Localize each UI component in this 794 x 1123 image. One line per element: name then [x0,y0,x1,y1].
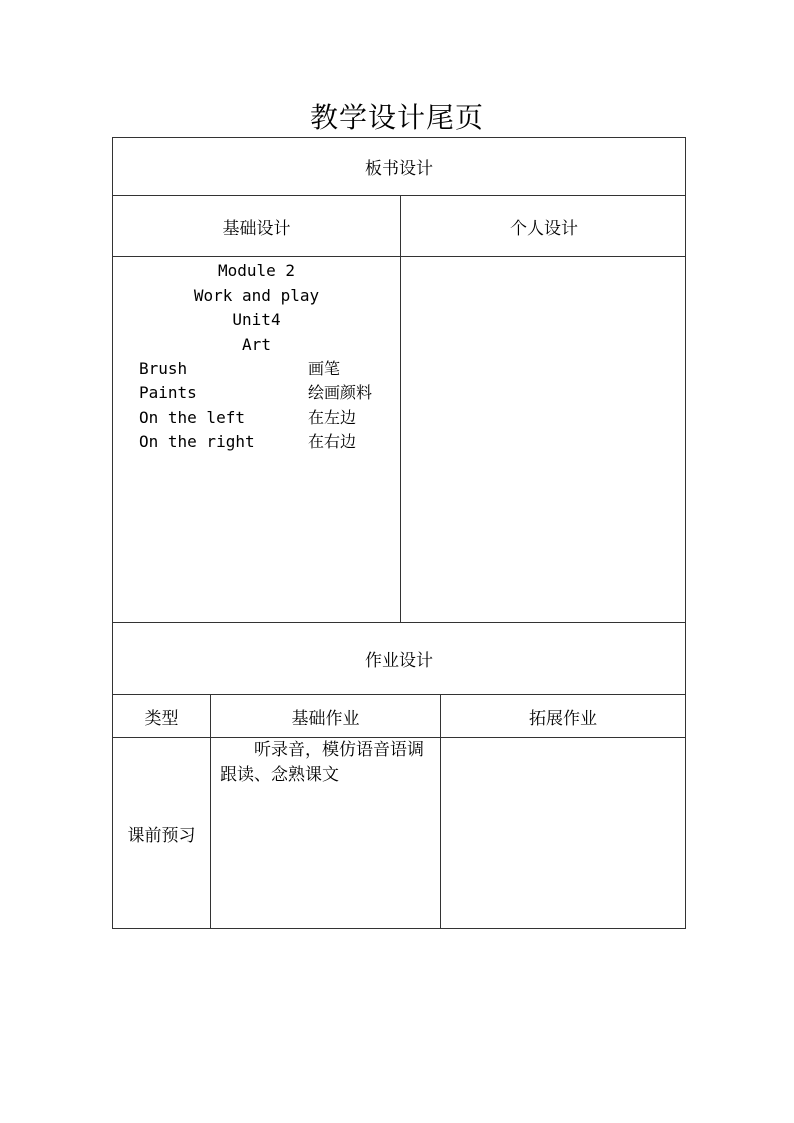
extended-homework-header: 拓展作业 [529,708,597,729]
module-line: Module 2 [217,261,296,280]
lesson-line: Art [242,334,271,354]
vocabulary-list [139,357,372,454]
basic-design-header: 基础设计 [222,218,291,239]
vocab-english: Brush [139,359,188,378]
column-divider [400,195,401,622]
type-column-header: 类型 [144,708,179,729]
vocab-chinese: 绘画颜料 [308,383,373,403]
vocab-chinese: 在左边 [308,407,357,427]
vocab-english: Paints [139,383,197,403]
vocab-chinese: 画笔 [308,359,341,378]
vocab-item [139,357,372,381]
row-divider [113,256,685,257]
vocab-chinese: 在右边 [308,431,357,451]
basic-homework-header: 基础作业 [291,708,360,729]
topic-line: Work and play [193,285,320,305]
vocab-item [139,406,372,430]
board-content [113,259,400,357]
unit-line: Unit4 [232,310,281,329]
lesson-design-table [112,137,686,929]
page-title: 教学设计尾页 [309,101,484,134]
homework-design-header: 作业设计 [365,651,433,671]
vocab-item [139,381,372,405]
board-design-header: 板书设计 [365,159,433,179]
vocab-english: On the left [139,407,245,427]
vocab-english: On the right [139,431,255,451]
personal-design-header: 个人设计 [510,218,578,239]
extended-homework-cell [441,738,685,928]
vocab-item [139,430,372,454]
homework-type-cell: 课前预习 [127,825,196,846]
basic-homework-cell: 听录音，模仿语音语调跟读、念熟课文 [220,740,424,785]
